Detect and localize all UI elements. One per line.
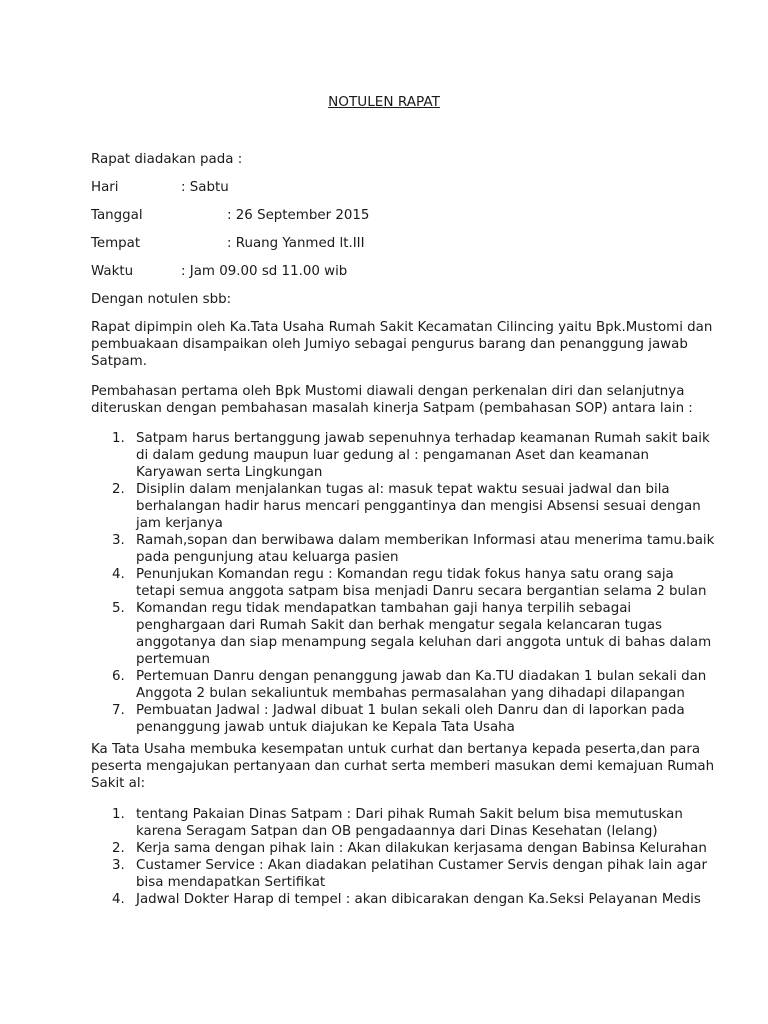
list-item-number: 7. — [112, 703, 125, 718]
list-item-line: Pembuatan Jadwal : Jadwal dibuat 1 bulan sekali oleh Danru dan di laporkan pada — [136, 703, 685, 718]
list-item-text — [136, 532, 715, 566]
list-item-line: penghargaan dari Rumah Sakit dan berhak mengatur segala kelancaran tugas — [136, 618, 663, 633]
field-label-hari: Hari — [91, 180, 119, 195]
notulen-intro: Dengan notulen sbb: — [91, 292, 232, 307]
list-item-line: Jadwal Dokter Harap di tempel : akan dibicarakan dengan Ka.Seksi Pelayanan Medis — [136, 892, 701, 907]
list-item — [91, 806, 691, 840]
paragraph-discussion — [91, 383, 691, 417]
list-item — [91, 668, 707, 702]
list-item-number: 6. — [112, 669, 125, 684]
document-title: NOTULEN RAPAT — [328, 94, 440, 110]
list-item-number: 2. — [112, 482, 125, 497]
list-item-number: 3. — [112, 858, 125, 873]
paragraph-feedback — [91, 741, 715, 792]
list-item — [91, 481, 701, 532]
list-item-number: 4. — [112, 892, 125, 907]
list-item-text — [136, 857, 707, 891]
list-item-line: Kerja sama dengan pihak lain : Akan dilakukan kerjasama dengan Babinsa Kelurahan — [136, 841, 707, 856]
list-item-line: tentang Pakaian Dinas Satpam : Dari pihak Rumah Sakit belum bisa memutuskan — [136, 807, 683, 822]
list-item-line: pada pengunjung atau keluarga pasien — [136, 550, 399, 565]
list-item-text — [136, 840, 707, 857]
list-item-line: penanggung jawab untuk diajukan ke Kepala Tata Usaha — [136, 720, 515, 735]
paragraph-line: Sakit al: — [91, 776, 146, 791]
list-item-line: anggotanya dan siap menampung segala keluhan dari anggota untuk di bahas dalam — [136, 635, 712, 650]
list-item — [91, 891, 701, 908]
meeting-intro: Rapat diadakan pada : — [91, 152, 243, 167]
field-label-tempat: Tempat — [91, 236, 141, 251]
list-item-line: Penunjukan Komandan regu : Komandan regu tidak fokus hanya satu orang saja — [136, 567, 674, 582]
paragraph-opening — [91, 319, 713, 370]
list-item — [91, 840, 707, 857]
paragraph-line: Rapat dipimpin oleh Ka.Tata Usaha Rumah Sakit Kecamatan Cilincing yaitu Bpk.Mustomi dan — [91, 320, 713, 335]
list-item-line: Pertemuan Danru dengan penanggung jawab dan Ka.TU diadakan 1 bulan sekali dan — [136, 669, 707, 684]
feedback-list — [91, 806, 707, 908]
list-item-number: 1. — [112, 807, 125, 822]
list-item-line: Komandan regu tidak mendapatkan tambahan gaji hanya terpilih sebagai — [136, 601, 632, 616]
paragraph-line: diteruskan dengan pembahasan masalah kinerja Satpam (pembahasan SOP) antara lain : — [91, 401, 693, 416]
paragraph-line: Ka Tata Usaha membuka kesempatan untuk curhat dan bertanya kepada peserta,dan para — [91, 742, 701, 757]
list-item-number: 3. — [112, 533, 125, 548]
list-item-text — [136, 702, 691, 736]
list-item-line: pertemuan — [136, 652, 210, 667]
paragraph-line: peserta mengajukan pertanyaan dan curhat serta memberi masukan demi kemajuan Rumah — [91, 759, 715, 774]
list-item-line: Satpam harus bertanggung jawab sepenuhnya terhadap keamanan Rumah sakit baik — [136, 431, 710, 446]
list-item-line: karena Seragam Satpan dan OB pengadaannya dari Dinas Kesehatan (lelang) — [136, 824, 658, 839]
field-label-waktu: Waktu — [91, 264, 134, 279]
list-item-line: Karyawan serta Lingkungan — [136, 465, 323, 480]
field-value-tanggal: : 26 September 2015 — [227, 208, 370, 223]
list-item — [91, 532, 715, 566]
list-item-line: jam kerjanya — [136, 516, 223, 531]
list-item-line: Anggota 2 bulan sekaliuntuk membahas permasalahan yang dihadapi dilapangan — [136, 686, 685, 701]
list-item-line: Disiplin dalam menjalankan tugas al: masuk tepat waktu sesuai jadwal dan bila — [136, 482, 670, 497]
paragraph-line: pembuakaan disampaikan oleh Jumiyo sebagai pengurus barang dan penanggung jawab — [91, 337, 688, 352]
list-item — [91, 430, 710, 481]
list-item-line: Ramah,sopan dan berwibawa dalam memberikan Informasi atau menerima tamu.baik — [136, 533, 715, 548]
list-item-number: 2. — [112, 841, 125, 856]
list-item-line: Custamer Service : Akan diadakan pelatihan Custamer Servis dengan pihak lain agar — [136, 858, 707, 873]
sop-list — [91, 430, 715, 736]
list-item-text — [136, 668, 707, 702]
list-item-text — [136, 481, 701, 532]
list-item-text — [136, 891, 701, 908]
list-item-number: 4. — [112, 567, 125, 582]
field-value-waktu: : Jam 09.00 sd 11.00 wib — [181, 264, 348, 279]
list-item-line: di dalam gedung maupun luar gedung al : pengamanan Aset dan keamanan — [136, 448, 650, 463]
list-item — [91, 857, 707, 891]
field-value-tempat: : Ruang Yanmed lt.III — [227, 236, 365, 251]
list-item-text — [136, 600, 712, 668]
list-item-text — [136, 430, 710, 481]
field-label-tanggal: Tanggal — [91, 208, 143, 223]
list-item-line: bisa mendapatkan Sertifikat — [136, 875, 326, 890]
paragraph-line: Satpam. — [91, 354, 147, 369]
list-item-text — [136, 566, 707, 600]
field-value-hari: : Sabtu — [181, 180, 229, 195]
list-item-number: 1. — [112, 431, 125, 446]
list-item-line: berhalangan hadir harus mencari penggantinya dan mengisi Absensi sesuai dengan — [136, 499, 701, 514]
list-item-number: 5. — [112, 601, 125, 616]
list-item-text — [136, 806, 691, 840]
paragraph-line: Pembahasan pertama oleh Bpk Mustomi diawali dengan perkenalan diri dan selanjutnya — [91, 384, 685, 399]
list-item — [91, 566, 707, 600]
list-item — [91, 702, 691, 736]
list-item — [91, 600, 712, 668]
list-item-line: tetapi semua anggota satpam bisa menjadi Danru secara bergantian selama 2 bulan — [136, 584, 707, 599]
